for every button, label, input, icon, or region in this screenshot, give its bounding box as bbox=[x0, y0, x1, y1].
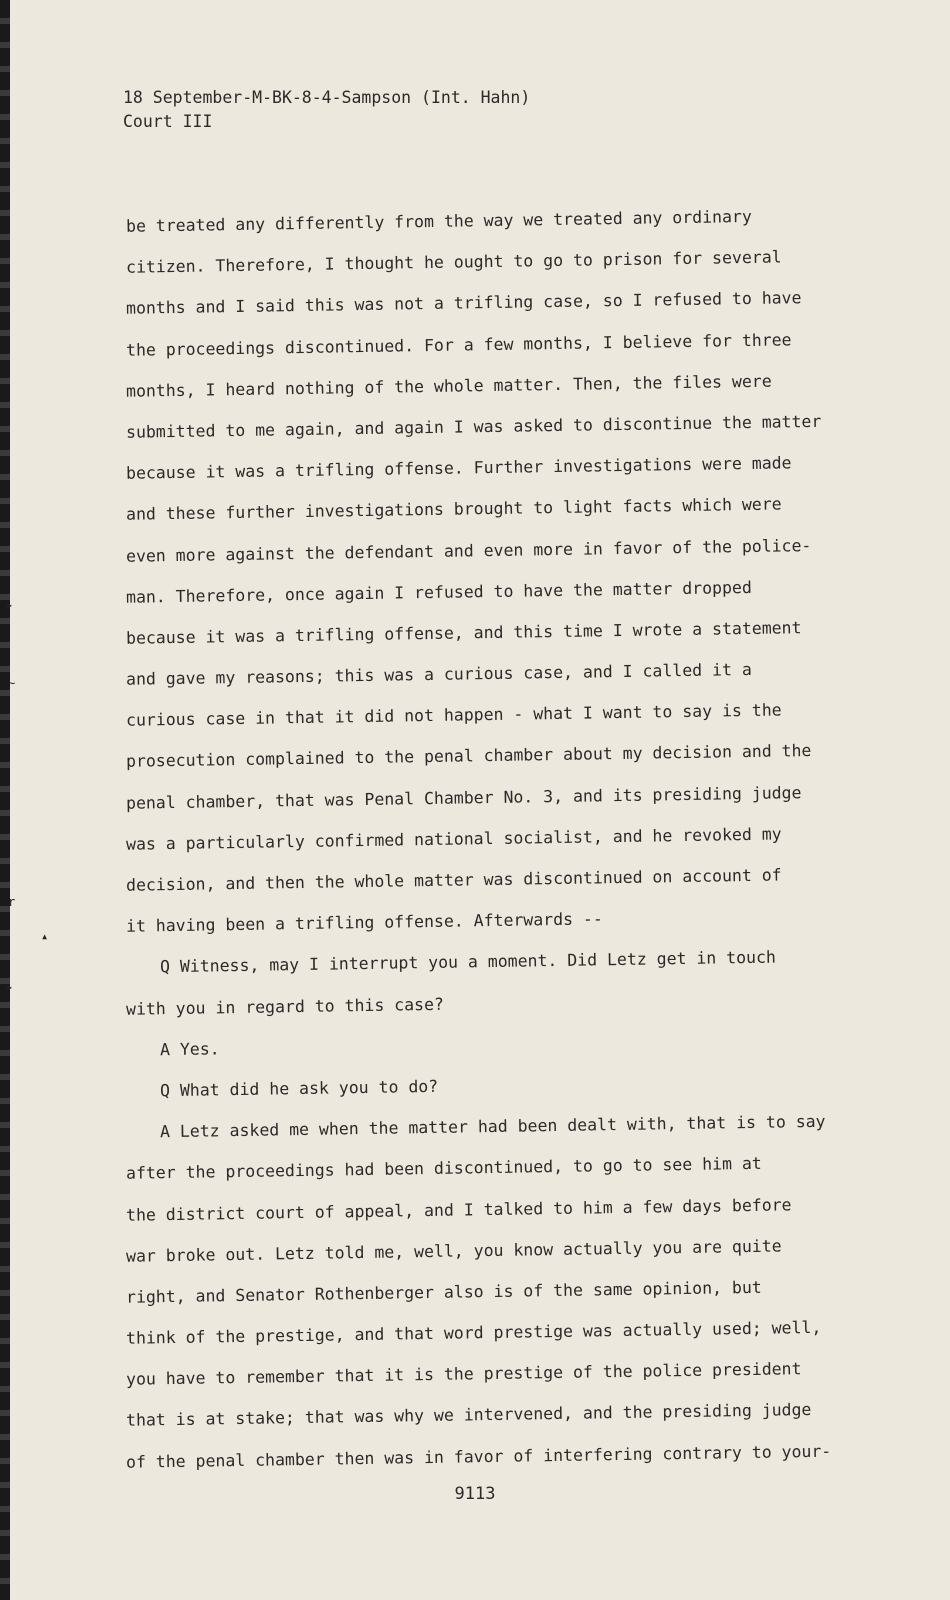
margin-mark: ▴ bbox=[41, 929, 49, 943]
margin-mark: r bbox=[8, 895, 16, 909]
text-line: be treated any differently from the way we treated any ordinary bbox=[125, 206, 752, 236]
text-line: because it was a trifling offense. Further investigations were made bbox=[125, 453, 792, 483]
text-line: man. Therefore, once again I refused to have the matter dropped bbox=[125, 577, 752, 607]
text-line: was a particularly confirmed national socialist, and he revoked my bbox=[125, 824, 782, 854]
text-line: war broke out. Letz told me, well, you know actually you are quite bbox=[125, 1236, 782, 1266]
text-line: right, and Senator Rothenberger also is of the same opinion, but bbox=[125, 1277, 762, 1307]
text-line: with you in regard to this case? bbox=[125, 994, 445, 1019]
text-line: you have to remember that it is the prestige of the police president bbox=[125, 1359, 802, 1390]
text-line: months, I heard nothing of the whole matter. Then, the files were bbox=[125, 371, 772, 401]
answer-line: A Letz asked me when the matter had been dealt with, that is to say bbox=[159, 1111, 826, 1142]
text-line: because it was a trifling offense, and this time I wrote a statement bbox=[125, 618, 802, 648]
margin-mark: ▸ bbox=[6, 980, 14, 994]
text-line: curious case in that it did not happen - what I want to say is the bbox=[125, 700, 782, 731]
text-line: prosecution complained to the penal chamber about my decision and the bbox=[125, 741, 812, 772]
text-line: the district court of appeal, and I talked to him a few days before bbox=[125, 1194, 792, 1225]
text-line: that is at stake; that was why we intervened, and the presiding judge bbox=[125, 1400, 812, 1431]
header-court: Court III bbox=[123, 112, 213, 131]
text-line: and gave my reasons; this was a curious case, and I called it a bbox=[125, 660, 752, 689]
text-line: citizen. Therefore, I thought he ought to go to prison for several bbox=[125, 247, 782, 277]
margin-mark: ▸ bbox=[6, 598, 14, 612]
text-line: after the proceedings had been discontinued, to go to see him at bbox=[125, 1154, 762, 1184]
text-line: decision, and then the whole matter was discontinued on account of bbox=[125, 865, 782, 895]
text-line: the proceedings discontinued. For a few months, I believe for three bbox=[125, 329, 792, 360]
binding-edge bbox=[0, 0, 10, 1600]
text-line: months and I said this was not a trifling case, so I refused to have bbox=[125, 288, 802, 319]
margin-mark: ∼ bbox=[8, 676, 16, 690]
text-line: and these further investigations brought to light facts which were bbox=[125, 494, 782, 525]
text-line: even more against the defendant and even more in favor of the police- bbox=[125, 535, 812, 566]
text-line: think of the prestige, and that word prestige was actually used; well, bbox=[125, 1317, 822, 1348]
text-line: it having been a trifling offense. Afterwards -- bbox=[125, 909, 603, 936]
page-number: 9113 bbox=[454, 1484, 496, 1504]
text-line: submitted to me again, and again I was asked to discontinue the matter bbox=[125, 411, 822, 442]
question-line: Q Witness, may I interrupt you a moment. Did Letz get in touch bbox=[159, 947, 777, 977]
answer-line: A Yes. bbox=[159, 1039, 220, 1059]
transcript-body bbox=[126, 200, 861, 1477]
question-line: Q What did he ask you to do? bbox=[159, 1076, 439, 1101]
header-reference: 18 September-M-BK-8-4-Sampson (Int. Hahn) bbox=[123, 88, 531, 107]
text-line: of the penal chamber then was in favor of interfering contrary to your- bbox=[125, 1441, 832, 1472]
text-line: penal chamber, that was Penal Chamber No. 3, and its presiding judge bbox=[125, 782, 802, 813]
document-header bbox=[123, 86, 530, 134]
